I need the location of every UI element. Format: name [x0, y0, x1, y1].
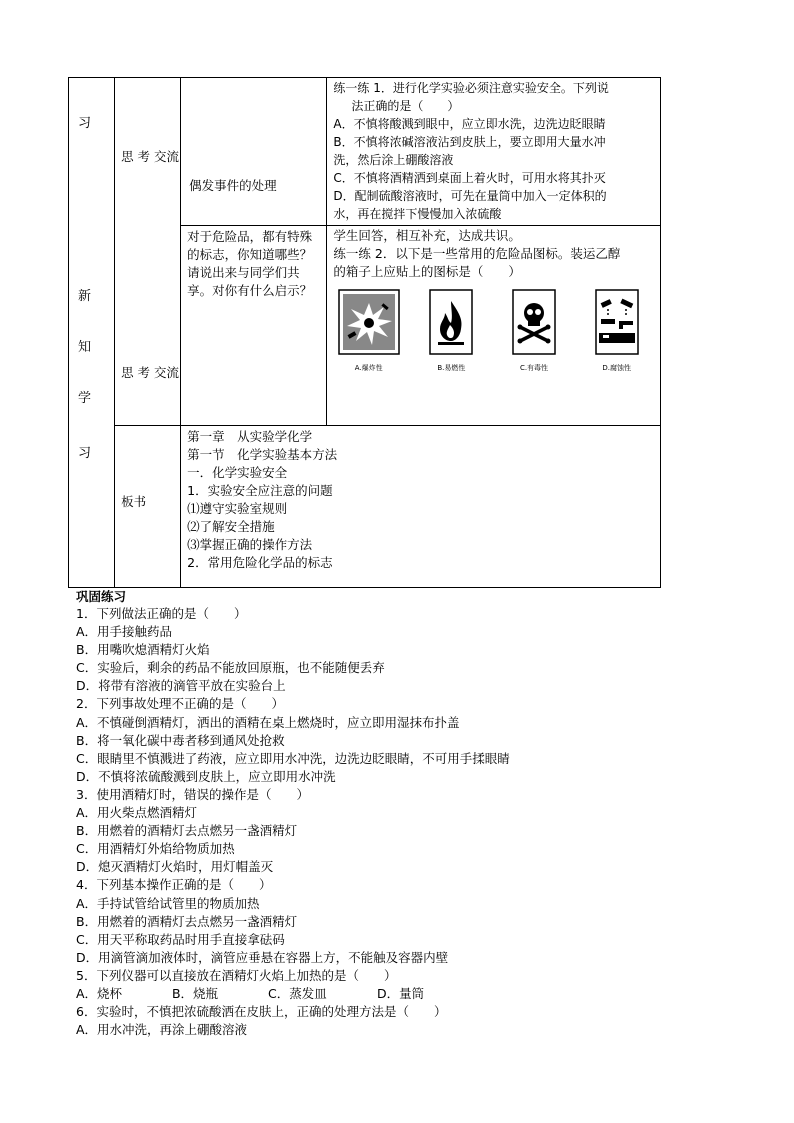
exercise2-cell: [327, 226, 661, 426]
icon-caption: A.爆炸性: [354, 364, 383, 372]
exercise1-line: 法正确的是（ ）: [351, 99, 460, 113]
q5-option-b: B．烧瓶: [171, 985, 219, 1001]
board-line: 2．常用危险化学品的标志: [187, 555, 333, 570]
exercise2-line: 练一练 2．以下是一些常用的危险品图标。装运乙醇: [333, 246, 621, 261]
exercise1-option-c: C．不慎将酒精洒到桌面上着火时，可用水将其扑灭: [333, 171, 606, 185]
q5-option-c: C．蒸发皿: [267, 985, 327, 1001]
exercise1-cell: [327, 78, 661, 226]
exercise1-option-d: D．配制硫酸溶液时，可先在量筒中加入一定体积的: [333, 189, 607, 203]
hazard-icon-d: [575, 289, 658, 373]
exercise1-option-a: A．不慎将酸溅到眼中，应立即水洗，边洗边眨眼睛: [333, 117, 606, 131]
stage-char: 学: [78, 391, 92, 406]
practice-line: 5．下列仪器可以直接放在酒精灯火焰上加热的是（ ）: [76, 967, 397, 983]
practice-line: 1．下列做法正确的是（ ）: [76, 606, 247, 621]
practice-line: A．用火柴点燃酒精灯: [76, 805, 198, 821]
practice-line: 6．实验时，不慎把浓硫酸洒在皮肤上，正确的处理方法是（ ）: [76, 1004, 447, 1020]
board-content-cell: [181, 426, 661, 588]
activity-cell: [115, 78, 181, 426]
practice-line: B．用燃着的酒精灯去点燃另一盏酒精灯: [76, 913, 298, 929]
practice-line: A．用手接触药品: [76, 624, 173, 640]
practice-line: D．用滴管滴加液体时，滴管应垂悬在容器上方，不能触及容器内壁: [76, 949, 449, 965]
practice-line: D．将带有溶液的滴管平放在实验台上: [76, 678, 286, 694]
q5-options: [76, 985, 676, 1003]
exercise2-line: 学生回答，相互补充，达成共识。: [333, 228, 521, 243]
danger-question-cell: [181, 226, 327, 426]
practice-line: C．实验后，剩余的药品不能放回原瓶，也不能随便丢弃: [76, 660, 385, 676]
stage-char: 习: [78, 446, 92, 461]
board-line: 第一章 从实验学化学: [187, 429, 313, 444]
toxic-icon: [512, 289, 556, 355]
board-line: ⑶掌握正确的操作方法: [187, 537, 313, 552]
exercise2-line: 的箱子上应贴上的图标是（ ）: [333, 264, 521, 279]
practice-line: A．用水冲洗，再涂上硼酸溶液: [76, 1022, 248, 1038]
exercise1-option-b: B．不慎将浓碱溶液沾到皮肤上，要立即用大量水冲: [333, 135, 606, 149]
board-label-cell: [115, 426, 181, 588]
explosive-icon: [338, 289, 400, 355]
practice-line: 2．下列事故处理不正确的是（ ）: [76, 696, 284, 712]
topic-cell: [181, 78, 327, 226]
board-line: ⑵了解安全措施: [187, 519, 275, 534]
practice-line: A．手持试管给试管里的物质加热: [76, 895, 260, 911]
board-line: 1．实验安全应注意的问题: [187, 483, 333, 498]
corrosive-icon: [595, 289, 639, 355]
practice-line: A．不慎碰倒酒精灯，洒出的酒精在桌上燃烧时，应立即用湿抹布扑盖: [76, 714, 460, 730]
hazard-icon-b: [410, 289, 493, 373]
exercise1-option-d-cont: 水，再在搅拌下慢慢加入浓硫酸: [333, 207, 502, 221]
hazard-icon-c: [493, 289, 576, 373]
exercise1-line: 练一练 1．进行化学实验必须注意实验安全。下列说: [333, 81, 609, 95]
q5-option-a: A．烧杯: [76, 985, 123, 1001]
board-line: 一．化学实验安全: [187, 465, 288, 480]
board-label: 板书: [121, 494, 147, 509]
stage-column: [69, 78, 115, 588]
board-line: 第一节 化学实验基本方法: [187, 447, 338, 462]
practice-line: D．不慎将浓硫酸溅到皮肤上，应立即用水冲洗: [76, 768, 336, 784]
think-exchange-label-2: 思 考 交流: [121, 365, 180, 380]
danger-question: 对于危险品，都有特殊的标志，你知道哪些？请说出来与同学们共享。对你有什么启示？: [187, 229, 313, 298]
icon-caption: D.腐蚀性: [602, 364, 631, 372]
think-exchange-label: 思 考 交流: [121, 149, 180, 164]
practice-line: B．用燃着的酒精灯去点燃另一盏酒精灯: [76, 823, 298, 839]
practice-line: C．用天平称取药品时用手直接拿砝码: [76, 931, 285, 947]
practice-section: [76, 589, 676, 1039]
practice-line: B．将一氧化碳中毒者移到通风处抢救: [76, 732, 285, 748]
board-line: ⑴遵守实验室规则: [187, 501, 288, 516]
emergency-topic: 偶发事件的处理: [189, 178, 277, 193]
hazard-icon-a: [327, 289, 410, 373]
practice-line: 3．使用酒精灯时，错误的操作是（ ）: [76, 786, 309, 802]
stage-char: 知: [78, 340, 92, 355]
q5-option-d: D．量筒: [376, 985, 425, 1001]
exercise1-option-b-cont: 洗，然后涂上硼酸溶液: [333, 153, 454, 167]
practice-title: 巩固练习: [76, 589, 127, 604]
practice-line: 4．下列基本操作正确的是（ ）: [76, 877, 272, 893]
lesson-table: [68, 77, 661, 588]
practice-line: C．用酒精灯外焰给物质加热: [76, 841, 235, 857]
stage-char: 新: [78, 289, 92, 304]
icon-caption: B.易燃性: [437, 364, 466, 372]
stage-char: 习: [78, 116, 92, 131]
practice-line: B．用嘴吹熄酒精灯火焰: [76, 642, 210, 658]
flammable-icon: [429, 289, 473, 355]
practice-line: D．熄灭酒精灯火焰时，用灯帽盖灭: [76, 859, 274, 875]
practice-line: C．眼睛里不慎溅进了药液，应立即用水冲洗，边洗边眨眼睛，不可用手揉眼睛: [76, 750, 510, 766]
icon-caption: C.有毒性: [519, 364, 549, 372]
hazard-icons: [327, 283, 660, 373]
